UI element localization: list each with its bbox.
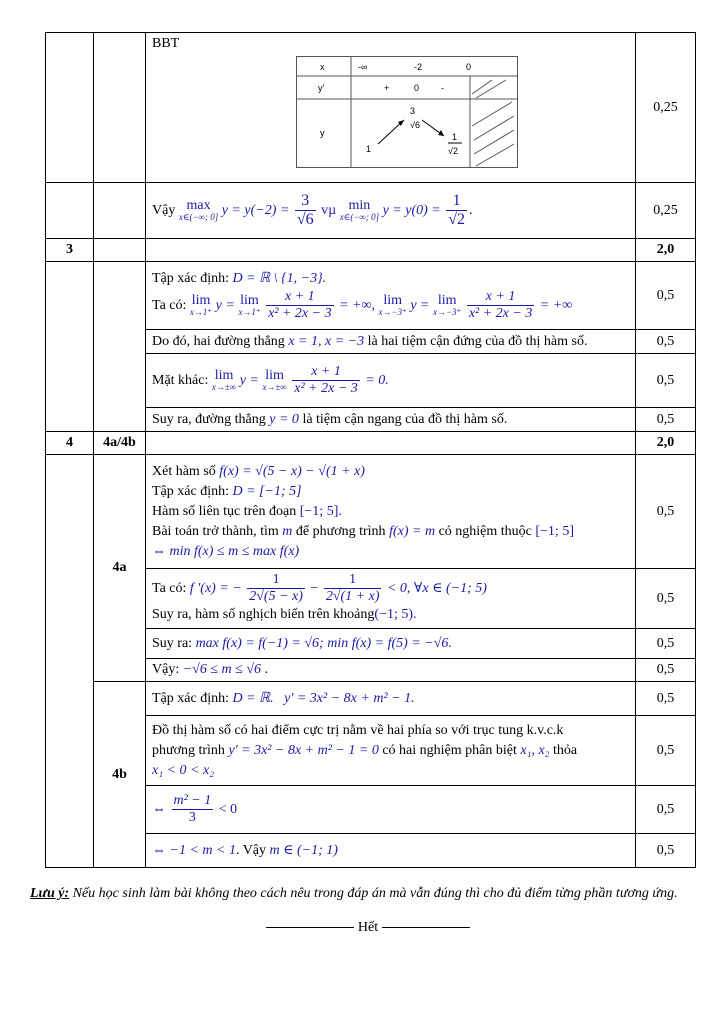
divider xyxy=(266,927,354,928)
part-label: 4b xyxy=(94,682,146,868)
bbt-x-header: x xyxy=(320,62,325,72)
math: ⇔ −1 < m < 1 xyxy=(152,843,236,859)
question-number: 4 xyxy=(46,432,94,455)
frac-den: √2 xyxy=(448,211,466,228)
bbt-y-peak: 3 xyxy=(410,106,416,116)
score: 0,5 xyxy=(636,455,696,569)
text: thỏa xyxy=(553,742,578,758)
math: f '(x) = − xyxy=(189,580,242,596)
bbt-x-value: -∞ xyxy=(358,62,368,72)
variation-table xyxy=(296,56,518,168)
math: D = ℝ. xyxy=(232,691,274,707)
score: 0,5 xyxy=(636,716,696,786)
frac-den: x² + 2x − 3 xyxy=(294,381,358,396)
bbt-y-header: y xyxy=(320,128,325,138)
score: 0,5 xyxy=(636,354,696,408)
score: 0,5 xyxy=(636,682,696,716)
text: có nghiệm thuộc xyxy=(438,523,532,539)
text: để phương trình xyxy=(295,523,386,539)
math: y' = 3x² − 8x + m² − 1 = 0 xyxy=(228,742,379,758)
min-word: min xyxy=(348,198,371,213)
lim-sub: x→±∞ xyxy=(262,382,287,392)
cell-empty xyxy=(46,262,94,432)
connector: vµ xyxy=(321,202,337,218)
q4a-derivative-cell xyxy=(146,569,636,629)
text: là tiệm cận ngang của đồ thị hàm số. xyxy=(302,411,508,427)
conclusion-prefix: Vậy xyxy=(152,202,176,218)
end-text: Hết xyxy=(357,920,379,935)
q4a-setup-cell xyxy=(146,455,636,569)
lim-sub: x→1⁺ xyxy=(189,307,213,317)
q4b-condition-cell xyxy=(146,716,636,786)
text: Bài toán trở thành, tìm xyxy=(152,523,279,539)
math: D = [−1; 5] xyxy=(232,483,302,499)
text: Do đó, hai đường thẳng xyxy=(152,333,285,349)
math: y' = 3x² − 8x + m² − 1. xyxy=(284,691,415,707)
limit-result: = +∞, xyxy=(339,297,375,313)
lim-sub: x→−3⁺ xyxy=(432,307,462,317)
q3-conclusion-cell xyxy=(146,408,636,432)
bbt-sign: + xyxy=(384,83,390,93)
limit-result: = 0. xyxy=(365,372,389,388)
frac-den: x² + 2x − 3 xyxy=(468,306,533,321)
score: 0,5 xyxy=(636,408,696,432)
part-label: 4a xyxy=(94,455,146,682)
math: m ∈ (−1; 1) xyxy=(269,843,338,859)
score: 0,25 xyxy=(636,33,696,183)
limit-result: = +∞ xyxy=(539,297,573,313)
cell-empty xyxy=(94,262,146,432)
note-label: Lưu ý: xyxy=(30,886,70,901)
cell-empty xyxy=(46,183,94,239)
score: 0,5 xyxy=(636,629,696,659)
math: max f(x) = f(−1) = √6; xyxy=(195,635,324,651)
math: ⇔ min f(x) ≤ m ≤ max f(x) xyxy=(152,543,300,559)
bbt-y-left: 1 xyxy=(366,144,372,154)
note-text: Nếu học sinh làm bài không theo cách nêu trong đáp án mà vẫn đúng thì cho đủ điểm từng phần tương ứng. xyxy=(72,886,678,901)
frac-num: 1 xyxy=(446,192,467,211)
frac-num: x + 1 xyxy=(266,289,334,306)
max-domain: x∈(−∞; 0] xyxy=(178,212,219,222)
text: Đồ thị hàm số có hai điểm cực trị nằm về hai phía so với trục tung k.v.c.k xyxy=(152,722,564,738)
cell-empty xyxy=(94,239,146,262)
math: x₁, x₂ xyxy=(520,742,550,758)
score: 0,5 xyxy=(636,569,696,629)
math: ⇔ xyxy=(152,801,166,817)
text: Vậy: xyxy=(152,662,180,678)
q4a-result-cell: Vậy: −√6 ≤ m ≤ √6 . xyxy=(146,659,636,682)
note xyxy=(30,884,690,903)
q3-asymptote-cell xyxy=(146,330,636,354)
bbt-yprime-header: y' xyxy=(318,83,325,93)
q3-limits-cell: Tập xác định: D = ℝ \ {1, −3}. Ta có: lim x→1⁺ y = lim x→1⁺ $\frac{x + 1}{\text{x² + 2x − 3}}$ = +∞, lim x→−3⁺ y = lim x→−3⁺ $\frac{x + 1}{\text{x² + 2x − 3}}$ = +∞ xyxy=(146,262,636,330)
text: Ta có: xyxy=(152,580,187,596)
q4b-domain-cell xyxy=(146,682,636,716)
bbt-sign: - xyxy=(441,83,444,93)
score: 0,5 xyxy=(636,262,696,330)
domain-math: D = ℝ \ {1, −3}. xyxy=(232,270,327,286)
frac-num: x + 1 xyxy=(292,364,360,381)
text: là hai tiệm cận đứng của đồ thị hàm số. xyxy=(367,333,588,349)
frac-num: 1 xyxy=(247,572,305,589)
text: Tập xác định: xyxy=(152,483,229,499)
score: 0,25 xyxy=(636,183,696,239)
text: Suy ra, đường thẳng xyxy=(152,411,266,427)
text: phương trình xyxy=(152,742,225,758)
min-expr: y = y(0) = xyxy=(382,202,441,218)
math: (−1; 5). xyxy=(374,607,417,623)
math: < 0, ∀x ∈ (−1; 5) xyxy=(386,580,487,596)
taco-label: Ta có: xyxy=(152,297,187,313)
score: 0,5 xyxy=(636,786,696,834)
q4b-inequality-cell xyxy=(146,786,636,834)
bbt-x-value: 0 xyxy=(466,62,472,72)
math: x = 1, x = −3 xyxy=(288,333,365,349)
math: min f(x) = f(5) = −√6. xyxy=(327,635,452,651)
score-total: 2,0 xyxy=(636,432,696,455)
text: có hai nghiệm phân biệt xyxy=(382,742,517,758)
text: Xét hàm số xyxy=(152,463,216,479)
bbt-y-right-num: 1 xyxy=(452,132,458,142)
cell-empty xyxy=(94,33,146,183)
math: < 0 xyxy=(218,801,238,817)
bbt-y-right-den: √2 xyxy=(448,146,458,156)
math: f(x) = √(5 − x) − √(1 + x) xyxy=(219,463,365,479)
cell-empty xyxy=(146,239,636,262)
frac-num: x + 1 xyxy=(467,289,535,306)
q4a-extrema-cell xyxy=(146,629,636,659)
conclusion-cell xyxy=(146,183,636,239)
domain-label: Tập xác định: xyxy=(152,270,229,286)
math: − xyxy=(310,580,319,596)
lim-sub: x→±∞ xyxy=(211,382,237,392)
frac-den: 2√(5 − x) xyxy=(249,589,303,605)
q3-horizontal-cell: Mặt khác: lim x→±∞ y = lim x→±∞ $\frac{x + 1}{\text{x² + 2x − 3}}$ = 0. xyxy=(146,354,636,408)
divider xyxy=(382,927,470,928)
text: Hàm số liên tục trên đoạn xyxy=(152,503,297,519)
score-total: 2,0 xyxy=(636,239,696,262)
frac-num: 3 xyxy=(295,192,316,211)
frac-den: x² + 2x − 3 xyxy=(268,306,332,321)
math: [−1; 5] xyxy=(535,523,574,539)
min-domain: x∈(−∞; 0] xyxy=(339,212,380,222)
math: −√6 ≤ m ≤ √6 xyxy=(182,662,262,678)
max-word: max xyxy=(186,198,211,213)
score: 0,5 xyxy=(636,834,696,868)
text: Tập xác định: xyxy=(152,691,229,707)
frac-den: 2√(1 + x) xyxy=(325,589,380,605)
period: . xyxy=(469,202,473,218)
bbt-y-peak-root: √6 xyxy=(410,120,420,130)
score: 0,5 xyxy=(636,330,696,354)
frac-den: √6 xyxy=(296,211,314,228)
frac-den: 3 xyxy=(188,810,196,826)
lim-sub: x→1⁺ xyxy=(238,307,261,317)
text: . Vậy xyxy=(235,843,267,859)
bbt-cell xyxy=(146,33,636,183)
frac-num: m² − 1 xyxy=(172,793,214,810)
question-number: 3 xyxy=(46,239,94,262)
bbt-label: BBT xyxy=(152,36,180,51)
math: m xyxy=(282,523,293,539)
max-expr: y = y(−2) = xyxy=(221,202,290,218)
cell-empty xyxy=(94,183,146,239)
end-marker xyxy=(263,920,473,936)
bbt-x-value: -2 xyxy=(414,62,423,72)
frac-num: 1 xyxy=(324,572,382,589)
math: [−1; 5]. xyxy=(299,503,342,519)
question-label: 4a/4b xyxy=(94,432,146,455)
math: y = 0 xyxy=(269,411,299,427)
answer-table xyxy=(45,32,696,868)
math: x₁ < 0 < x₂ xyxy=(152,762,215,778)
lim-sub: x→−3⁺ xyxy=(378,307,407,317)
math: f(x) = m xyxy=(389,523,436,539)
text: Suy ra: xyxy=(152,635,193,651)
cell-empty xyxy=(46,33,94,183)
cell-empty xyxy=(146,432,636,455)
cell-empty xyxy=(46,455,94,868)
text: Suy ra, hàm số nghịch biến trên khoảng xyxy=(152,607,375,623)
text: Mặt khác: xyxy=(152,372,209,388)
bbt-sign: 0 xyxy=(414,83,420,93)
score: 0,5 xyxy=(636,659,696,682)
q4b-result-cell xyxy=(146,834,636,868)
